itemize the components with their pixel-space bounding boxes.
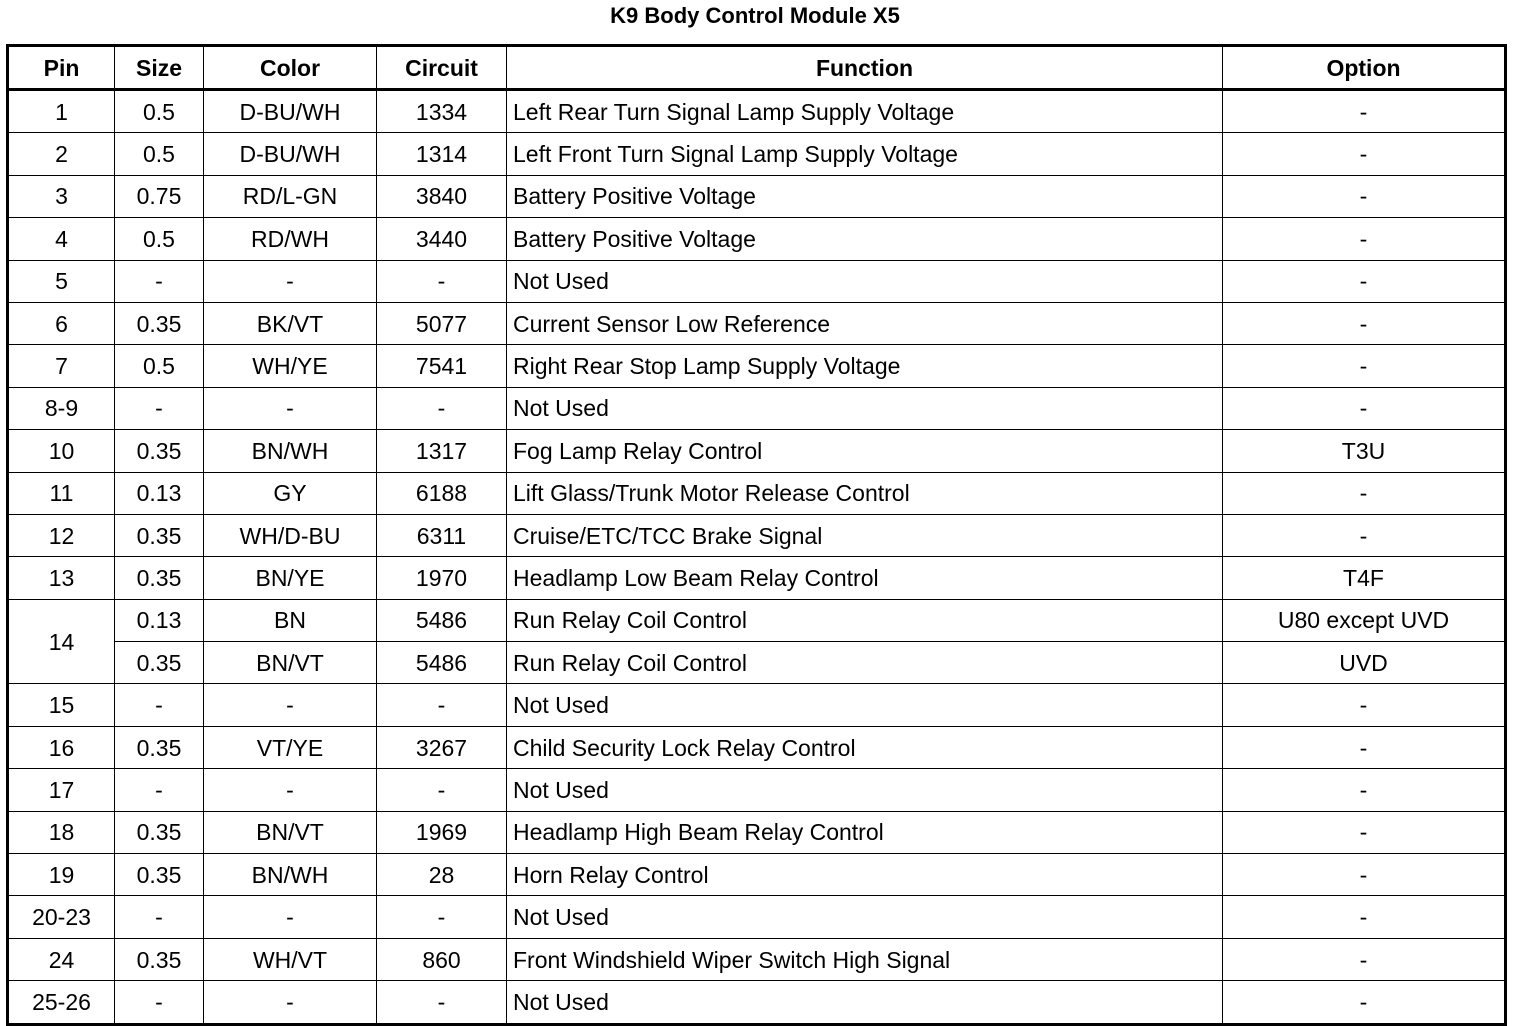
function-cell: Battery Positive Voltage (507, 175, 1223, 217)
color-cell: RD/WH (204, 218, 377, 260)
circuit-cell: 1314 (377, 133, 507, 175)
circuit-cell: - (377, 387, 507, 429)
circuit-cell: 6311 (377, 514, 507, 556)
table-row (8, 811, 1506, 853)
function-cell: Not Used (507, 896, 1223, 938)
function-cell: Not Used (507, 769, 1223, 811)
size-cell: 0.35 (115, 430, 204, 472)
size-cell: - (115, 896, 204, 938)
size-cell: 0.35 (115, 514, 204, 556)
table-row (8, 133, 1506, 175)
table-row (8, 430, 1506, 472)
column-header-pin: Pin (8, 46, 115, 90)
table-body (8, 90, 1506, 1025)
pin-cell: 17 (8, 769, 115, 811)
circuit-cell: - (377, 684, 507, 726)
pin-cell: 19 (8, 854, 115, 896)
option-cell: T4F (1223, 557, 1506, 599)
function-cell: Left Front Turn Signal Lamp Supply Voltage (507, 133, 1223, 175)
table-row (8, 472, 1506, 514)
pin-cell: 3 (8, 175, 115, 217)
option-cell: - (1223, 769, 1506, 811)
table-row (8, 514, 1506, 556)
option-cell: - (1223, 175, 1506, 217)
circuit-cell: 5486 (377, 599, 507, 641)
pin-cell: 16 (8, 726, 115, 768)
size-cell: 0.35 (115, 557, 204, 599)
table-header-row (8, 46, 1506, 90)
size-cell: - (115, 260, 204, 302)
pin-cell: 24 (8, 938, 115, 980)
table-row (8, 981, 1506, 1024)
option-cell: - (1223, 218, 1506, 260)
pin-cell: 8-9 (8, 387, 115, 429)
function-cell: Cruise/ETC/TCC Brake Signal (507, 514, 1223, 556)
function-cell: Horn Relay Control (507, 854, 1223, 896)
pin-cell: 13 (8, 557, 115, 599)
circuit-cell: 28 (377, 854, 507, 896)
size-cell: 0.5 (115, 133, 204, 175)
size-cell: 0.13 (115, 472, 204, 514)
table-row (8, 302, 1506, 344)
function-cell: Current Sensor Low Reference (507, 302, 1223, 344)
column-header-option: Option (1223, 46, 1506, 90)
function-cell: Not Used (507, 260, 1223, 302)
table-row (8, 90, 1506, 133)
pin-cell: 18 (8, 811, 115, 853)
color-cell: VT/YE (204, 726, 377, 768)
pin-cell: 5 (8, 260, 115, 302)
function-cell: Battery Positive Voltage (507, 218, 1223, 260)
size-cell: - (115, 387, 204, 429)
option-cell: - (1223, 387, 1506, 429)
size-cell: 0.5 (115, 90, 204, 133)
function-cell: Fog Lamp Relay Control (507, 430, 1223, 472)
option-cell: - (1223, 302, 1506, 344)
table-row (8, 218, 1506, 260)
color-cell: RD/L-GN (204, 175, 377, 217)
pin-cell: 10 (8, 430, 115, 472)
connector-pinout-table (6, 44, 1507, 1026)
circuit-cell: 3267 (377, 726, 507, 768)
option-cell: - (1223, 514, 1506, 556)
pin-cell: 2 (8, 133, 115, 175)
circuit-cell: 860 (377, 938, 507, 980)
pin-cell: 7 (8, 345, 115, 387)
pin-cell: 25-26 (8, 981, 115, 1024)
circuit-cell: 1970 (377, 557, 507, 599)
color-cell: BN/VT (204, 642, 377, 684)
color-cell: BN/VT (204, 811, 377, 853)
option-cell: - (1223, 938, 1506, 980)
color-cell: D-BU/WH (204, 133, 377, 175)
function-cell: Not Used (507, 684, 1223, 726)
color-cell: WH/VT (204, 938, 377, 980)
function-cell: Run Relay Coil Control (507, 642, 1223, 684)
table-row (8, 260, 1506, 302)
column-header-circuit: Circuit (377, 46, 507, 90)
size-cell: 0.75 (115, 175, 204, 217)
table-row (8, 726, 1506, 768)
color-cell: WH/D-BU (204, 514, 377, 556)
circuit-cell: - (377, 260, 507, 302)
pin-cell: 6 (8, 302, 115, 344)
column-header-function: Function (507, 46, 1223, 90)
function-cell: Front Windshield Wiper Switch High Signal (507, 938, 1223, 980)
color-cell: BN/YE (204, 557, 377, 599)
option-cell: - (1223, 90, 1506, 133)
option-cell: - (1223, 133, 1506, 175)
color-cell: WH/YE (204, 345, 377, 387)
circuit-cell: - (377, 769, 507, 811)
table-row (8, 557, 1506, 599)
size-cell: 0.13 (115, 599, 204, 641)
pin-cell: 1 (8, 90, 115, 133)
color-cell: D-BU/WH (204, 90, 377, 133)
table-row (8, 896, 1506, 938)
size-cell: 0.35 (115, 938, 204, 980)
function-cell: Lift Glass/Trunk Motor Release Control (507, 472, 1223, 514)
circuit-cell: - (377, 896, 507, 938)
size-cell: 0.5 (115, 345, 204, 387)
pin-cell: 20-23 (8, 896, 115, 938)
color-cell: BN/WH (204, 430, 377, 472)
function-cell: Right Rear Stop Lamp Supply Voltage (507, 345, 1223, 387)
option-cell: - (1223, 684, 1506, 726)
circuit-cell: 6188 (377, 472, 507, 514)
function-cell: Headlamp Low Beam Relay Control (507, 557, 1223, 599)
circuit-cell: 1317 (377, 430, 507, 472)
column-header-color: Color (204, 46, 377, 90)
option-cell: - (1223, 345, 1506, 387)
color-cell: - (204, 387, 377, 429)
size-cell: 0.35 (115, 302, 204, 344)
table-row (8, 175, 1506, 217)
size-cell: 0.5 (115, 218, 204, 260)
color-cell: - (204, 684, 377, 726)
circuit-cell: 1334 (377, 90, 507, 133)
function-cell: Headlamp High Beam Relay Control (507, 811, 1223, 853)
option-cell: U80 except UVD (1223, 599, 1506, 641)
option-cell: T3U (1223, 430, 1506, 472)
function-cell: Not Used (507, 981, 1223, 1024)
option-cell: - (1223, 854, 1506, 896)
circuit-cell: 5486 (377, 642, 507, 684)
circuit-cell: 1969 (377, 811, 507, 853)
pin-cell: 12 (8, 514, 115, 556)
color-cell: - (204, 981, 377, 1024)
color-cell: BN/WH (204, 854, 377, 896)
circuit-cell: 7541 (377, 345, 507, 387)
option-cell: - (1223, 811, 1506, 853)
color-cell: BK/VT (204, 302, 377, 344)
function-cell: Run Relay Coil Control (507, 599, 1223, 641)
option-cell: - (1223, 260, 1506, 302)
circuit-cell: - (377, 981, 507, 1024)
option-cell: - (1223, 726, 1506, 768)
function-cell: Not Used (507, 387, 1223, 429)
pin-cell: 15 (8, 684, 115, 726)
circuit-cell: 5077 (377, 302, 507, 344)
size-cell: 0.35 (115, 726, 204, 768)
function-cell: Child Security Lock Relay Control (507, 726, 1223, 768)
table-row (8, 684, 1506, 726)
option-cell: UVD (1223, 642, 1506, 684)
option-cell: - (1223, 981, 1506, 1024)
table-row (8, 387, 1506, 429)
circuit-cell: 3440 (377, 218, 507, 260)
table-row (8, 854, 1506, 896)
color-cell: - (204, 769, 377, 811)
size-cell: - (115, 684, 204, 726)
circuit-cell: 3840 (377, 175, 507, 217)
table-row (8, 642, 1506, 684)
size-cell: - (115, 769, 204, 811)
table-row (8, 938, 1506, 980)
color-cell: - (204, 260, 377, 302)
page-title: K9 Body Control Module X5 (610, 3, 900, 28)
size-cell: 0.35 (115, 642, 204, 684)
table-row (8, 599, 1506, 641)
size-cell: - (115, 981, 204, 1024)
pin-cell: 11 (8, 472, 115, 514)
pin-cell: 4 (8, 218, 115, 260)
size-cell: 0.35 (115, 854, 204, 896)
color-cell: - (204, 896, 377, 938)
color-cell: BN (204, 599, 377, 641)
option-cell: - (1223, 896, 1506, 938)
function-cell: Left Rear Turn Signal Lamp Supply Voltage (507, 90, 1223, 133)
size-cell: 0.35 (115, 811, 204, 853)
column-header-size: Size (115, 46, 204, 90)
color-cell: GY (204, 472, 377, 514)
pin-cell: 14 (8, 599, 115, 684)
table-row (8, 345, 1506, 387)
option-cell: - (1223, 472, 1506, 514)
table-row (8, 769, 1506, 811)
